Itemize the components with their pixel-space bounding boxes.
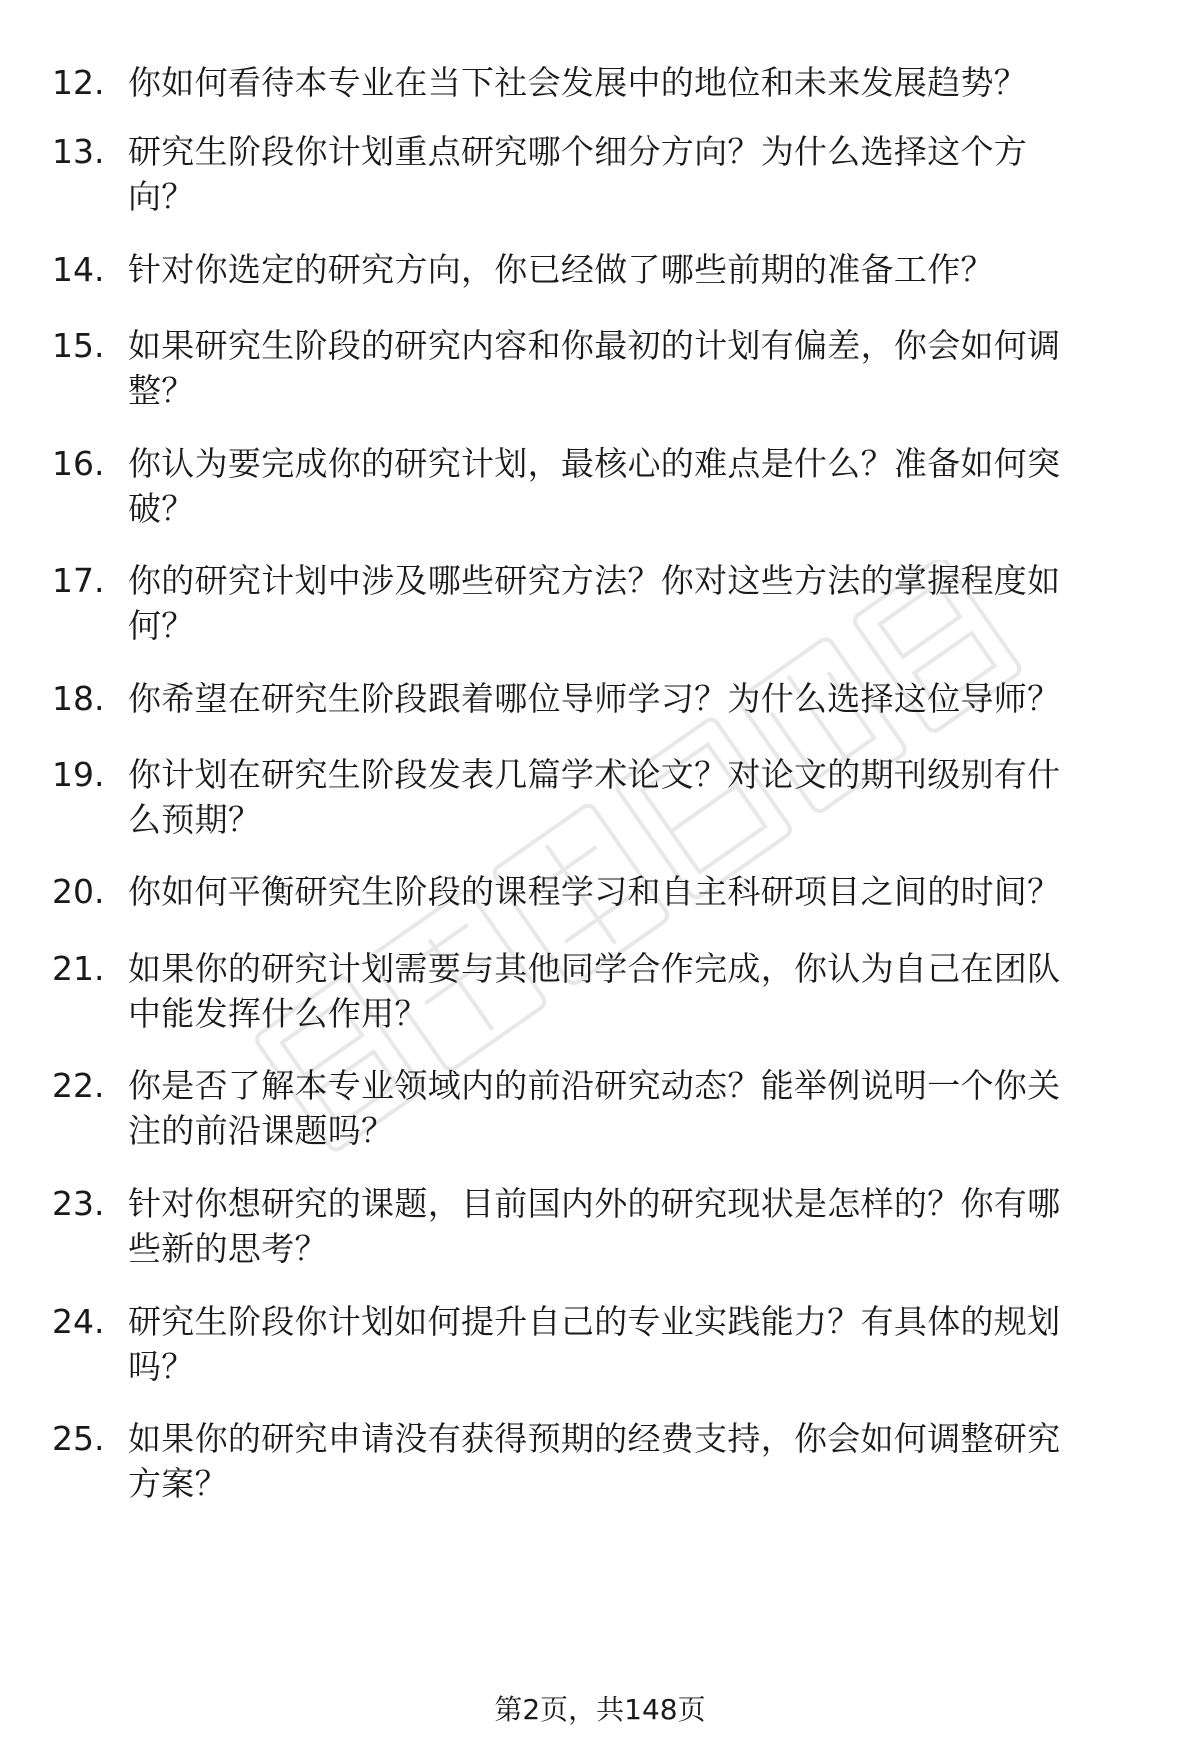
- question-line: 研究生阶段你计划如何提升自己的专业实践能力？有具体的规划: [128, 1302, 1061, 1341]
- question-item: [52, 1063, 1152, 1153]
- question-text: [128, 129, 1138, 219]
- question-line: 针对你想研究的课题，目前国内外的研究现状是怎样的？你有哪: [128, 1184, 1061, 1223]
- question-item: [52, 676, 1152, 721]
- question-text: [128, 752, 1138, 842]
- question-text: [128, 558, 1138, 648]
- question-number: 16.: [52, 444, 105, 483]
- question-number: 20.: [52, 872, 105, 911]
- question-item: [52, 1181, 1152, 1271]
- question-number: 13.: [52, 132, 105, 171]
- question-text: [128, 676, 1138, 721]
- question-number: 12.: [52, 63, 105, 102]
- question-text: [128, 869, 1138, 914]
- question-line: 些新的思考？: [128, 1229, 328, 1268]
- question-number: 25.: [52, 1419, 105, 1458]
- question-item: [52, 247, 1152, 292]
- question-number: 21.: [52, 949, 105, 988]
- question-line: 整？: [128, 371, 195, 410]
- question-line: 针对你选定的研究方向，你已经做了哪些前期的准备工作？: [128, 250, 994, 289]
- question-item: [52, 1299, 1152, 1389]
- question-line: 何？: [128, 606, 195, 645]
- question-line: 方案？: [128, 1464, 228, 1503]
- question-line: 你是否了解本专业领域内的前沿研究动态？能举例说明一个你关: [128, 1066, 1061, 1105]
- question-text: [128, 247, 1138, 292]
- question-number: 22.: [52, 1066, 105, 1105]
- question-text: [128, 946, 1138, 1036]
- question-line: 么预期？: [128, 800, 262, 839]
- question-item: [52, 869, 1152, 914]
- question-item: [52, 946, 1152, 1036]
- question-line: 你认为要完成你的研究计划，最核心的难点是什么？准备如何突: [128, 444, 1061, 483]
- question-line: 破？: [128, 489, 195, 528]
- question-number: 24.: [52, 1302, 105, 1341]
- question-item: [52, 323, 1152, 413]
- question-text: [128, 1063, 1138, 1153]
- question-text: [128, 1299, 1138, 1389]
- question-text: [128, 441, 1138, 531]
- question-line: 你如何平衡研究生阶段的课程学习和自主科研项目之间的时间？: [128, 872, 1061, 911]
- question-number: 14.: [52, 250, 105, 289]
- question-line: 你如何看待本专业在当下社会发展中的地位和未来发展趋势？: [128, 63, 1028, 102]
- question-number: 18.: [52, 679, 105, 718]
- question-text: [128, 60, 1138, 105]
- question-line: 你计划在研究生阶段发表几篇学术论文？对论文的期刊级别有什: [128, 755, 1061, 794]
- question-line: 如果你的研究申请没有获得预期的经费支持，你会如何调整研究: [128, 1419, 1061, 1458]
- question-number: 15.: [52, 326, 105, 365]
- question-text: [128, 1416, 1138, 1506]
- question-item: [52, 441, 1152, 531]
- page-number-footer: 第2页，共148页: [494, 1693, 706, 1726]
- question-line: 如果你的研究计划需要与其他同学合作完成，你认为自己在团队: [128, 949, 1061, 988]
- question-item: [52, 558, 1152, 648]
- question-line: 注的前沿课题吗？: [128, 1111, 395, 1150]
- question-item: [52, 1416, 1152, 1506]
- question-line: 你希望在研究生阶段跟着哪位导师学习？为什么选择这位导师？: [128, 679, 1061, 718]
- question-line: 吗？: [128, 1347, 195, 1386]
- question-line: 你的研究计划中涉及哪些研究方法？你对这些方法的掌握程度如: [128, 561, 1061, 600]
- question-item: [52, 129, 1152, 219]
- question-line: 如果研究生阶段的研究内容和你最初的计划有偏差，你会如何调: [128, 326, 1061, 365]
- question-item: [52, 752, 1152, 842]
- question-line: 中能发挥什么作用？: [128, 994, 428, 1033]
- question-line: 研究生阶段你计划重点研究哪个细分方向？为什么选择这个方: [128, 132, 1028, 171]
- question-line: 向？: [128, 177, 195, 216]
- question-item: [52, 60, 1152, 105]
- question-number: 19.: [52, 755, 105, 794]
- question-number: 17.: [52, 561, 105, 600]
- question-text: [128, 323, 1138, 413]
- question-text: [128, 1181, 1138, 1271]
- question-number: 23.: [52, 1184, 105, 1223]
